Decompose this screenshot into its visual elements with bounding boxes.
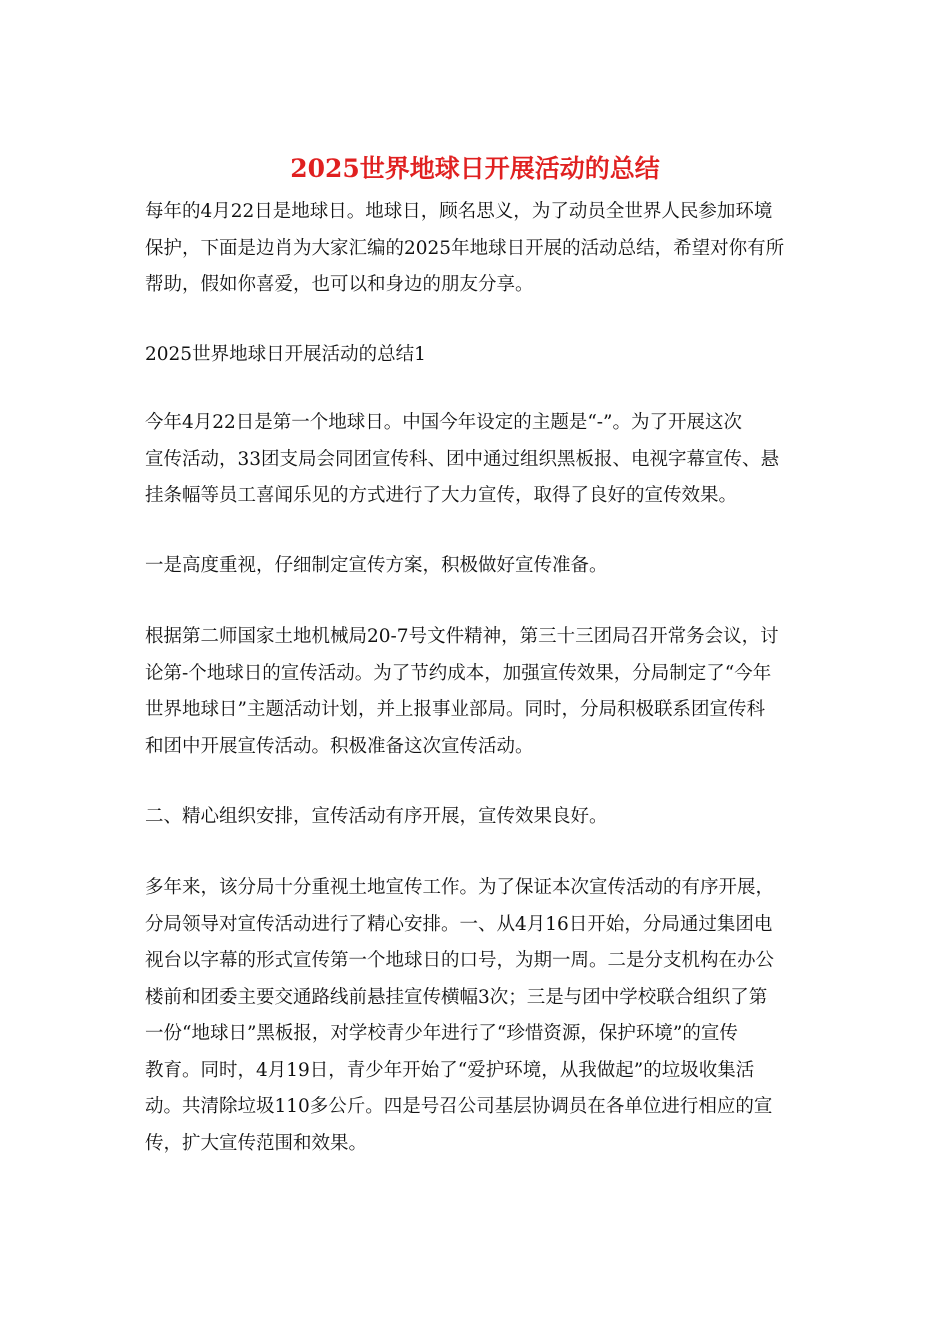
document-title: 2025世界地球日开展活动的总结 bbox=[290, 154, 660, 183]
paragraph-activities: 多年来，该分局十分重视土地宣传工作。为了保证本次宣传活动的有序开展， 分局领导对宣传活动进行了精心安排。一、从4月16日开始，分局通过集团电 视台以字幕的形式宣传第一个地球日的口号，为期一周。二是分支机构在办公 楼前和团委主要交通路线前悬挂宣传横幅3次；三是与团中学校联合组织了第 一份“地球日”黑板报，对学校青少年进行了“珍惜资源，保护环境”的宣传 教育。同时，4月19日，青少年开始了“爱护环境，从我做起”的垃圾收集活 动。共清除垃圾110多公斤。四是号召公司基层协调员在各单位进行相应的宣 传，扩大宣传范围和效果。 bbox=[145, 877, 775, 1154]
point-two-heading: 二、精心组织安排，宣传活动有序开展，宣传效果良好。 bbox=[145, 806, 608, 827]
section-heading-1: 2025世界地球日开展活动的总结1 bbox=[145, 344, 426, 365]
paragraph-planning: 根据第二师国家土地机械局20-7号文件精神，第三十三团局召开常务会议，讨 论第-个地球日的宣传活动。为了节约成本，加强宣传效果，分局制定了“今年 世界地球日”主题活动计划，并上报事业部局。同时，分局积极联系团宣传科 和团中开展宣传活动。积极准备这次宣传活动。 bbox=[145, 626, 779, 757]
paragraph-earth-day-theme: 今年4月22日是第一个地球日。中国今年设定的主题是“-”。为了开展这次 宣传活动，33团支局会同团宣传科、团中通过组织黑板报、电视字幕宣传、悬 挂条幅等员工喜闻乐见的方式进行了大力宣传，取得了良好的宣传效果。 bbox=[145, 412, 780, 506]
point-one-heading: 一是高度重视，仔细制定宣传方案，积极做好宣传准备。 bbox=[145, 555, 608, 576]
intro-paragraph: 每年的4月22日是地球日。地球日，顾名思义，为了动员全世界人民参加环境 保护，下面是边肖为大家汇编的2025年地球日开展的活动总结，希望对你有所 帮助，假如你喜爱，也可以和身边的朋友分享。 bbox=[145, 201, 785, 295]
